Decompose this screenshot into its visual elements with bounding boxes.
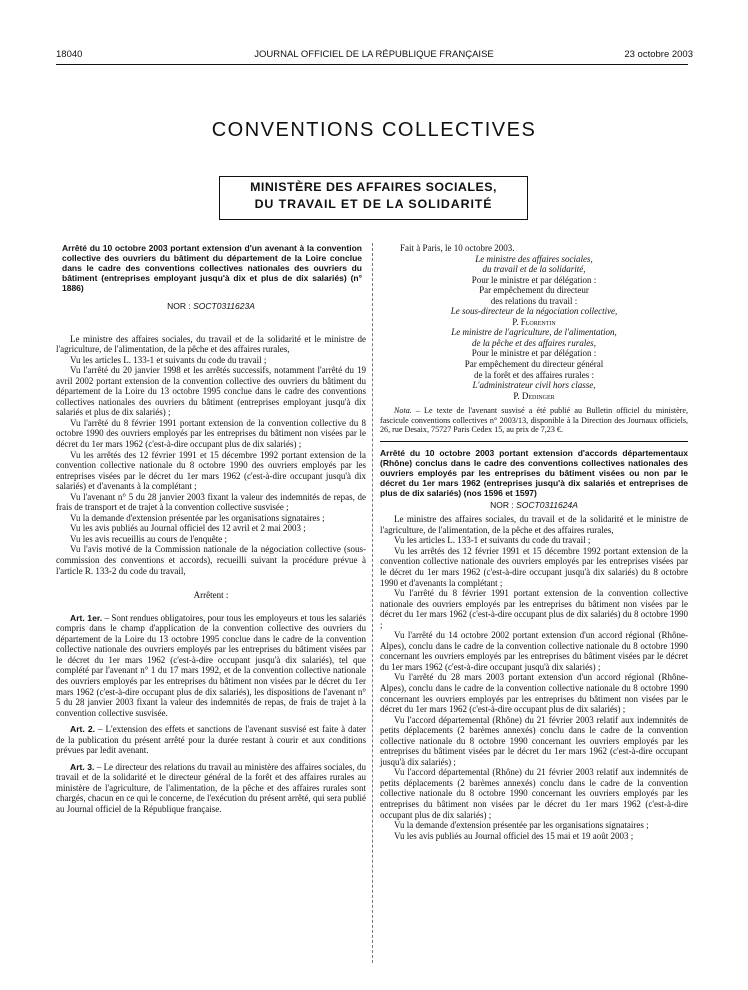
header-rule <box>56 64 688 65</box>
paragraph: Vu l'accord départemental (Rhône) du 21 février 2003 relatif aux indemnités de petits déplacements (2 barèmes annexés) conclu dans le cadre de la convention collective nationale du 8 octobre 1990 concernant les ouvriers employés par les entreprises du bâtiment visées par le décret du 1er mars 1962 (c'est-à-dire occupant jusqu'à dix salariés) ; <box>380 714 688 767</box>
right-column <box>380 243 688 841</box>
section-title: CONVENTIONS COLLECTIVES <box>211 119 537 141</box>
paragraph: Vu les articles L. 133-1 et suivants du code du travail ; <box>70 354 267 365</box>
nota-label: Nota. <box>394 406 412 416</box>
paragraph: Vu l'arrêté du 20 janvier 1998 et les arrêtés successifs, notamment l'arrêté du 19 avril 2002 portant extension de la convention collective des ouvriers du bâtiment du département de la Loire du 13 octobre 1995 conclue dans le cadre des conventions collectives nationales des ouvriers du bâtiment (entreprises employant jusqu'à dix salariés et plus de dix salariés) ; <box>56 365 366 418</box>
paragraph: Vu l'avis motivé de la Commission nationale de la négociation collective (sous-commission des conventions et accords), recueilli suivant la procédure prévue à l'article R. 133-2 du code du travail, <box>56 544 366 576</box>
article-text: – Sont rendues obligatoires, pour tous les employeurs et tous les salariés compris dans le champ d'application de la convention collective des ouvriers du département de la Loire du 13 octobre 1995 conclue dans le cadre de la convention collective nationale des ouvriers employés par les entreprises du bâtiment visées par le décret du 1er mars 1962 (c'est-à-dire occupant jusqu'à dix salariés), tel que complété par l'avenant n° 1 du 17 mars 1992, et de la convention collective nationale des ouvriers employés par les entreprises du bâtiment non visées par le décret du 1er mars 1962 (c'est-à-dire occupant plus de dix salariés), les dispositions de l'avenant n° 5 du 28 janvier 2003 fixant la valeur des indemnités de repas, de frais de trajet à la convention collective susvisée. <box>56 612 366 718</box>
paragraph: Vu l'avenant n° 5 du 28 janvier 2003 fixant la valeur des indemnités de repas, de frais de transport et de trajet à la convention collective susvisée ; <box>56 491 366 513</box>
journal-title: JOURNAL OFFICIEL DE LA RÉPUBLIQUE FRANÇAISE <box>254 49 494 60</box>
paragraph: Vu l'accord départemental (Rhône) du 21 février 2003 relatif aux indemnités de petits déplacements (2 barèmes annexés) conclu dans le cadre de la convention collective nationale du 8 octobre 1990 concernant les ouvriers employés par les entreprises du bâtiment non visées par le décret du 1er mars 1962 (c'est-à-dire occupant plus de dix salariés) ; <box>380 767 688 820</box>
m1-empechement: Par empêchement du directeur <box>479 285 589 296</box>
article-text: – Le directeur des relations du travail au ministère des affaires sociales, du travail et de la solidarité et le directeur général de la forêt et des affaires rurales au ministère de l'agriculture, de l'alimentation, de la pêche et des affaires rurales sont chargés, chacun en ce qui le concerne, de l'exécution du présent arrêté, qui sera publié au Journal officiel de la République française. <box>56 761 367 814</box>
paragraph: Vu l'arrêté du 14 octobre 2002 portant extension d'un accord régional (Rhône-Alpes), conclu dans le cadre de la convention collective nationale du 8 octobre 1990 concernant les ouvriers employés par les entreprises du bâtiment visées par le décret du 1er mars 1962 (c'est-à-dire occupant jusqu'à dix salariés) ; <box>380 630 688 672</box>
arrete1-title: Arrêté du 10 octobre 2003 portant extension d'un avenant à la convention collective des ouvriers du bâtiment du département de la Loire conclue dans le cadre des conventions collectives nationales des ouvriers du bâtiment (entreprises employant jusqu'à dix et plus de dix salariés) (n° 1886) <box>62 243 362 293</box>
nor-label: NOR : <box>490 499 514 510</box>
paragraph: Vu la demande d'extension présentée par les organisations signataires ; <box>394 820 649 831</box>
nor-code: SOCT0311623A <box>193 301 255 311</box>
m1-title: Le sous-directeur de la négociation collective, <box>450 306 618 317</box>
place-date: Fait à Paris, le 10 octobre 2003. <box>400 243 515 253</box>
column-separator <box>372 243 373 963</box>
paragraph: Vu la demande d'extension présentée par les organisations signataires ; <box>70 512 325 523</box>
paragraph: Le ministre des affaires sociales, du travail et de la solidarité et le ministre de l'agriculture, de l'alimentation, de la pêche et des affaires rurales, <box>380 514 688 535</box>
article-text: – L'extension des effets et sanctions de l'avenant susvisé est faite à dater de la publication du présent arrêté pour la durée restant à courir et aux conditions prévues par ledit avenant. <box>56 724 367 756</box>
ministry-line-2: DU TRAVAIL ET DE LA SOLIDARITÉ <box>254 197 493 211</box>
article-label: Art. 3. <box>70 761 95 772</box>
article-label: Art. 1er. <box>70 612 103 623</box>
nor-code: SOCT0311624A <box>516 499 578 510</box>
ministry-box <box>219 176 528 220</box>
m1-direction: des relations du travail : <box>490 295 578 306</box>
left-column <box>56 243 366 815</box>
minister2-line2: de la pêche et des affaires rurales, <box>472 337 596 348</box>
section-divider <box>380 441 688 442</box>
paragraph: Vu les avis publiés au Journal officiel des 15 mai et 19 août 2003 ; <box>394 830 634 841</box>
arretent-label: Arrêtent : <box>193 590 229 601</box>
minister1-line1: Le ministre des affaires sociales, <box>475 253 593 264</box>
m2-delegation: Pour le ministre et par délégation : <box>471 348 597 359</box>
m1-name: P. Florentin <box>512 316 556 327</box>
m2-empechement: Par empêchement du directeur général <box>464 359 604 370</box>
paragraph: Vu les articles L. 133-1 et suivants du code du travail ; <box>394 535 591 546</box>
paragraph: Vu les avis recueillis au cours de l'enquête ; <box>70 533 228 544</box>
paragraph: Vu l'arrêté du 28 mars 2003 portant extension d'un accord régional (Rhône-Alpes), conclu dans le cadre de la convention collective nationale du 8 octobre 1990 concernant les ouvriers employés par les entreprises du bâtiment non visées par le décret du 1er mars 1962 (c'est-à-dire occupant plus de dix salariés) ; <box>380 672 688 715</box>
paragraph: Vu les arrêtés des 12 février 1991 et 15 décembre 1992 portant extension de la convention collective nationale des ouvriers employés par les entreprises visées par le décret du 1er mars 1962 (c'est-à-dire occupant jusqu'à dix salariés) du 8 octobre 1990 et d'avenants la complétant ; <box>380 545 688 588</box>
paragraph: Vu l'arrêté du 8 février 1991 portant extension de la convention collective du 8 octobre 1990 des ouvriers employés par les entreprises du bâtiment non visées par le décret du 1er mars 1962 (c'est-à-dire occupant plus de dix salariés) ; <box>56 417 366 450</box>
signature-block <box>380 243 688 401</box>
nota-text: – Le texte de l'avenant susvisé a été publié au Bulletin officiel du ministère, fascicule conventions collectives n° 2003/13, disponible à la Direction des Journaux officiels, 26, rue Desaix, 75727 Paris Cedex 15, au prix de 7,23 €. <box>380 406 688 435</box>
m2-direction: de la forêt et des affaires rurales : <box>473 369 595 380</box>
nor-label: NOR : <box>167 301 191 311</box>
paragraph: Vu l'arrêté du 8 février 1991 portant extension de la convention collective nationale des ouvriers employés par les entreprises du bâtiment non visées par le décret du 1er mars 1962 (c'est-à-dire occupant plus de dix salariés) du 8 octobre 1990 ; <box>380 588 689 630</box>
article-2 <box>56 724 366 756</box>
nota <box>380 406 688 435</box>
article-label: Art. 2. <box>70 724 96 735</box>
article-3 <box>56 762 366 815</box>
minister1-line2: du travail et de la solidarité, <box>482 264 586 275</box>
arrete2-nor <box>380 500 688 511</box>
paragraph: Vu les avis publiés au Journal officiel des 12 avril et 2 mai 2003 ; <box>70 523 306 534</box>
ministry-line-1: MINISTÈRE DES AFFAIRES SOCIALES, <box>250 180 497 194</box>
arrete1-nor <box>56 301 366 312</box>
page-number: 18040 <box>56 49 83 60</box>
m2-title: L'administrateur civil hors classe, <box>472 380 596 391</box>
paragraph: Vu les arrêtés des 12 février 1991 et 15 décembre 1992 portant extension de la convention collective nationale du 8 octobre 1990 des ouvriers employés par les entreprises visées par le décret du 1er mars 1962 (c'est-à-dire occupant jusqu'à dix salariés) et d'avenants à la complétant ; <box>56 449 366 492</box>
paragraph: Le ministre des affaires sociales, du travail et de la solidarité et le ministre de l'agriculture, de l'alimentation, de la pêche et des affaires rurales, <box>56 333 366 355</box>
page-header <box>0 49 748 63</box>
issue-date: 23 octobre 2003 <box>624 49 693 60</box>
m2-name: P. Dedinger <box>513 390 555 401</box>
article-1 <box>56 613 366 718</box>
m1-delegation: Pour le ministre et par délégation : <box>471 274 597 285</box>
arrete2-title: Arrêté du 10 octobre 2003 portant extension d'accords départementaux (Rhône) conclus dans le cadre des conventions collectives nationales des ouvriers employés par les entreprises du bâtiment visées ou non par le décret du 1er mars 1962 (entreprises jusqu'à dix salariés et entreprises de plus de dix salariés) (nos 1596 et 1597) <box>380 447 688 498</box>
minister2-line1: Le ministre de l'agriculture, de l'alimentation, <box>451 327 617 338</box>
